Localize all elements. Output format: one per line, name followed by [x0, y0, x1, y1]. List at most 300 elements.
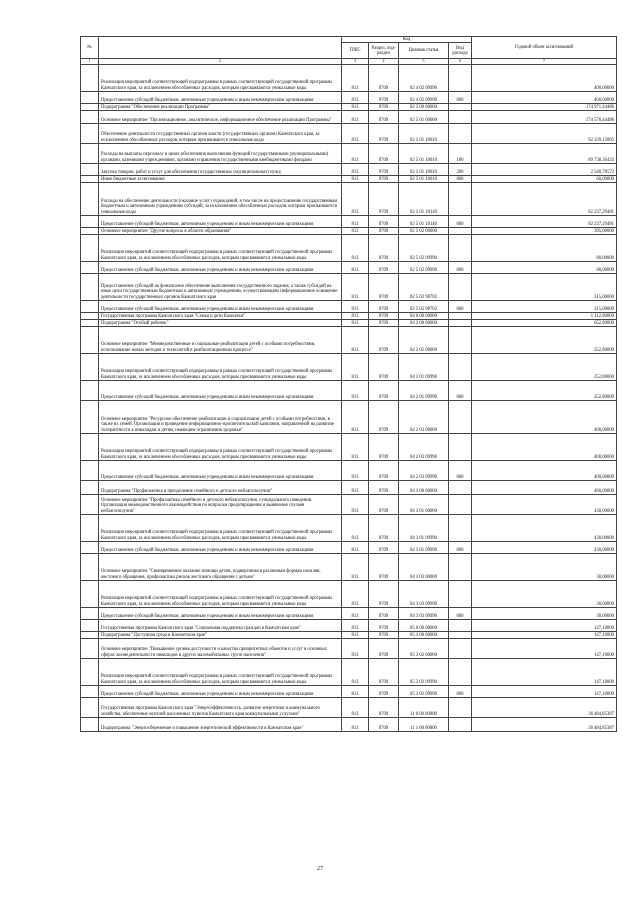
- expense-type-cell: 600: [449, 686, 472, 698]
- amount-cell: 30,00000: [472, 608, 617, 620]
- row-number-cell: [81, 718, 99, 732]
- table-row: [81, 632, 617, 639]
- table-row: [81, 235, 617, 262]
- row-number-cell: [81, 104, 99, 111]
- expense-type-cell: [449, 620, 472, 632]
- grbs-cell: 813: [342, 301, 369, 313]
- column-index: 3: [342, 59, 369, 65]
- razdel-cell: 0709: [369, 554, 399, 581]
- table-row: [81, 183, 617, 216]
- item-name-cell: Реализация мероприятий соответствующей подпрограммы в рамках соответствующей государственной программы Камчатского края, за исключением обособленных расходов, которым присваиваются уникальные коды: [99, 581, 342, 608]
- amount-cell: 400,00000: [472, 434, 617, 461]
- amount-cell: 80,00000: [472, 235, 617, 262]
- razdel-cell: 0709: [369, 183, 399, 216]
- target-article-cell: 04 3 03 00000: [399, 554, 449, 581]
- target-article-cell: 02 5 01 00000: [399, 111, 449, 124]
- grbs-cell: 813: [342, 104, 369, 111]
- target-article-cell: 05 3 00 00000: [399, 632, 449, 639]
- amount-cell: 30,00000: [472, 581, 617, 608]
- expense-type-cell: [449, 632, 472, 639]
- grbs-cell: 813: [342, 515, 369, 542]
- amount-cell: 252,80000: [472, 354, 617, 381]
- expense-type-cell: [449, 495, 472, 515]
- amount-cell: 430,00000: [472, 542, 617, 554]
- item-name-cell: Подпрограмма "Обеспечение реализации Программы": [99, 104, 342, 111]
- amount-cell: 400,00000: [472, 401, 617, 434]
- table-row: [81, 718, 617, 732]
- amount-cell: 147,10000: [472, 686, 617, 698]
- razdel-cell: 0709: [369, 461, 399, 481]
- amount-cell: 252,80000: [472, 327, 617, 354]
- expense-type-cell: 800: [449, 176, 472, 183]
- column-index: 2: [99, 59, 342, 65]
- table-row: [81, 164, 617, 176]
- table-row: [81, 313, 617, 320]
- target-article-cell: 05 0 00 00000: [399, 620, 449, 632]
- grbs-cell: 813: [342, 434, 369, 461]
- grbs-cell: 813: [342, 124, 369, 144]
- razdel-cell: 0709: [369, 228, 399, 235]
- table-row: [81, 124, 617, 144]
- razdel-cell: 0709: [369, 124, 399, 144]
- amount-cell: 147,10000: [472, 632, 617, 639]
- row-number-cell: [81, 354, 99, 381]
- row-number-cell: [81, 461, 99, 481]
- razdel-cell: 0709: [369, 274, 399, 301]
- amount-cell: 60,00000: [472, 176, 617, 183]
- item-name-cell: Предоставление субсидий бюджетным, автономным учреждениям и иным некоммерческим организациям: [99, 92, 342, 104]
- grbs-cell: 813: [342, 313, 369, 320]
- target-article-cell: 04 3 01 00000: [399, 495, 449, 515]
- row-number-cell: [81, 381, 99, 401]
- item-name-cell: Реализация мероприятий соответствующей подпрограммы в рамках соответствующей государственной программы Камчатского края, за исключением обособленных расходов, которым присваиваются уникальные коды: [99, 434, 342, 461]
- header-codes: Код: [342, 37, 472, 43]
- target-article-cell: 04 2 00 00000: [399, 320, 449, 327]
- row-number-cell: [81, 320, 99, 327]
- table-row: [81, 581, 617, 608]
- expense-type-cell: [449, 65, 472, 92]
- expense-type-cell: [449, 659, 472, 686]
- row-number-cell: [81, 65, 99, 92]
- grbs-cell: 813: [342, 111, 369, 124]
- item-name-cell: Предоставление субсидий бюджетным, автономным учреждениям и иным некоммерческим организациям: [99, 381, 342, 401]
- expense-type-cell: [449, 274, 472, 301]
- target-article-cell: 02 5 01 10010: [399, 164, 449, 176]
- row-number-cell: [81, 554, 99, 581]
- table-row: [81, 176, 617, 183]
- expense-type-cell: [449, 354, 472, 381]
- target-article-cell: 05 3 02 00000: [399, 639, 449, 659]
- amount-cell: 252,80000: [472, 381, 617, 401]
- table-row: [81, 515, 617, 542]
- razdel-cell: 0709: [369, 262, 399, 274]
- grbs-cell: 813: [342, 620, 369, 632]
- item-name-cell: Расходы на выплаты персоналу в целях обеспечения выполнения функций государственными (муниципальными) органами, казенными учреждениями, органами управления государственными внебюджетными фондами: [99, 144, 342, 164]
- column-index: 7: [472, 59, 617, 65]
- target-article-cell: 04 3 00 00000: [399, 481, 449, 495]
- table-row: [81, 274, 617, 301]
- table-row: [81, 144, 617, 164]
- expense-type-cell: [449, 515, 472, 542]
- expense-type-cell: [449, 698, 472, 718]
- item-name-cell: Основное мероприятие "Профилактика семейного и детского неблагополучия, суицидального поведения. Организация межведомственного взаимодействия по вопросам предотвращения и выявления случаев неблагополучия": [99, 495, 342, 515]
- target-article-cell: 05 3 02 09990: [399, 686, 449, 698]
- grbs-cell: 813: [342, 495, 369, 515]
- expense-type-cell: 600: [449, 92, 472, 104]
- row-number-cell: [81, 659, 99, 686]
- row-number-cell: [81, 632, 99, 639]
- column-index: 1: [81, 59, 99, 65]
- budget-sheet: [80, 36, 616, 732]
- razdel-cell: 0709: [369, 608, 399, 620]
- razdel-cell: 0709: [369, 354, 399, 381]
- row-number-cell: [81, 495, 99, 515]
- amount-cell: 89 738,36433: [472, 144, 617, 164]
- item-name-cell: Реализация мероприятий соответствующей подпрограммы в рамках соответствующей государственной программы Камчатского края, за исключением обособленных расходов, которым присваиваются уникальные коды: [99, 235, 342, 262]
- razdel-cell: 0709: [369, 176, 399, 183]
- razdel-cell: 0709: [369, 401, 399, 434]
- razdel-cell: 0709: [369, 581, 399, 608]
- table-row: [81, 495, 617, 515]
- expense-type-cell: [449, 718, 472, 732]
- item-name-cell: Основное мероприятие "Своевременное оказание помощи детям, подвергшимся различным формам насилия, жестокого обращения, профилактика рисков жестокого обращения с детьми": [99, 554, 342, 581]
- grbs-cell: 813: [342, 327, 369, 354]
- target-article-cell: 11 0 00 00000: [399, 698, 449, 718]
- expense-type-cell: [449, 320, 472, 327]
- expense-type-cell: [449, 434, 472, 461]
- table-body: [81, 65, 617, 732]
- razdel-cell: 0709: [369, 320, 399, 327]
- item-name-cell: Государственная программа Камчатского края "Семья и дети Камчатки": [99, 313, 342, 320]
- row-number-cell: [81, 542, 99, 554]
- row-number-cell: [81, 176, 99, 183]
- expense-type-cell: [449, 639, 472, 659]
- expense-type-cell: 100: [449, 144, 472, 164]
- expense-type-cell: [449, 104, 472, 111]
- razdel-cell: 0709: [369, 381, 399, 401]
- item-name-cell: Подпрограмма "Профилактика и преодоление семейного и детского неблагополучия": [99, 481, 342, 495]
- item-name-cell: Основное мероприятие "Другие вопросы в области образования": [99, 228, 342, 235]
- item-name-cell: Основное мероприятие "Ресурсное обеспечение реабилитации и социализации детей с особыми потребностями, в также их семей. Организация и проведение информационно-просветительской кампании, направленной на развитие толерантности к инвалидам и детям, имеющим ограничения здоровья": [99, 401, 342, 434]
- row-number-cell: [81, 235, 99, 262]
- razdel-cell: 0709: [369, 434, 399, 461]
- amount-cell: 30,00000: [472, 554, 617, 581]
- row-number-cell: [81, 228, 99, 235]
- table-row: [81, 461, 617, 481]
- header-name-blank: [99, 37, 342, 59]
- item-name-cell: Реализация мероприятий соответствующей подпрограммы в рамках соответствующей государственной программы Камчатского края, за исключением обособленных расходов, которым присваиваются уникальные коды: [99, 354, 342, 381]
- razdel-cell: 0709: [369, 481, 399, 495]
- header-target-article: Целевая статья: [399, 43, 449, 59]
- header-razdel: Раздел, под-раздел: [369, 43, 399, 59]
- expense-type-cell: [449, 313, 472, 320]
- item-name-cell: Закупка товаров, работ и услуг для обеспечения государственных (муниципальных) нужд: [99, 164, 342, 176]
- target-article-cell: 04 2 01 00000: [399, 327, 449, 354]
- target-article-cell: 02 5 01 10140: [399, 216, 449, 228]
- razdel-cell: 0709: [369, 104, 399, 111]
- grbs-cell: 813: [342, 235, 369, 262]
- table-row: [81, 381, 617, 401]
- grbs-cell: 813: [342, 401, 369, 434]
- target-article-cell: 04 3 01 09990: [399, 515, 449, 542]
- table-row: [81, 92, 617, 104]
- amount-cell: 82 237,29481: [472, 216, 617, 228]
- amount-cell: 430,00000: [472, 515, 617, 542]
- amount-cell: 82 237,29481: [472, 183, 617, 216]
- table-row: [81, 434, 617, 461]
- item-name-cell: Государственная программа Камчатского края "Социальная поддержка граждан в Камчатском крае": [99, 620, 342, 632]
- amount-cell: 174 576,44486: [472, 111, 617, 124]
- razdel-cell: 0709: [369, 216, 399, 228]
- row-number-cell: [81, 608, 99, 620]
- grbs-cell: 813: [342, 228, 369, 235]
- row-number-cell: [81, 262, 99, 274]
- table-row: [81, 639, 617, 659]
- razdel-cell: 0709: [369, 620, 399, 632]
- grbs-cell: 813: [342, 632, 369, 639]
- razdel-cell: 0709: [369, 686, 399, 698]
- razdel-cell: 0709: [369, 92, 399, 104]
- target-article-cell: 04 2 03 09990: [399, 461, 449, 481]
- item-name-cell: Государственная программа Камчатского края "Энергоэффективность, развитие энергетики и коммунального хозяйства, обеспечение жителей населенных пунктов Камчатского края коммунальными услугами": [99, 698, 342, 718]
- table-row: [81, 554, 617, 581]
- table-row: [81, 216, 617, 228]
- target-article-cell: 02 5 00 00000: [399, 104, 449, 111]
- row-number-cell: [81, 481, 99, 495]
- header-grbs: ГРБС: [342, 43, 369, 59]
- grbs-cell: 813: [342, 354, 369, 381]
- item-name-cell: Реализация мероприятий соответствующей подпрограммы в рамках соответствующей государственной программы Камчатского края, за исключением обособленных расходов, которым присваиваются уникальные коды: [99, 659, 342, 686]
- razdel-cell: 0709: [369, 164, 399, 176]
- table-row: [81, 320, 617, 327]
- grbs-cell: 813: [342, 183, 369, 216]
- target-article-cell: 04 0 00 00000: [399, 313, 449, 320]
- table-row: [81, 401, 617, 434]
- grbs-cell: 813: [342, 65, 369, 92]
- grbs-cell: 813: [342, 381, 369, 401]
- row-number-cell: [81, 515, 99, 542]
- amount-cell: 460,00000: [472, 481, 617, 495]
- expense-type-cell: 200: [449, 164, 472, 176]
- row-number-cell: [81, 183, 99, 216]
- table-row: [81, 301, 617, 313]
- expense-type-cell: [449, 581, 472, 608]
- grbs-cell: 813: [342, 698, 369, 718]
- amount-cell: 400,00000: [472, 461, 617, 481]
- table-row: [81, 608, 617, 620]
- target-article-cell: 04 3 01 09990: [399, 542, 449, 554]
- target-article-cell: 04 2 01 09990: [399, 381, 449, 401]
- razdel-cell: 0709: [369, 65, 399, 92]
- target-article-cell: 04 2 03 00000: [399, 401, 449, 434]
- grbs-cell: 813: [342, 659, 369, 686]
- target-article-cell: 04 2 03 09990: [399, 434, 449, 461]
- item-name-cell: Предоставление субсидий бюджетным, автономным учреждениям и иным некоммерческим организациям: [99, 301, 342, 313]
- header-expense-type: Вид расхода: [449, 43, 472, 59]
- amount-cell: 174 971,44486: [472, 104, 617, 111]
- column-index: 5: [399, 59, 449, 65]
- table-row: [81, 104, 617, 111]
- expense-type-cell: [449, 554, 472, 581]
- razdel-cell: 0709: [369, 515, 399, 542]
- target-article-cell: 02 5 02 09990: [399, 235, 449, 262]
- page-number: 27: [317, 866, 323, 872]
- row-number-cell: [81, 620, 99, 632]
- amount-cell: 1 112,80000: [472, 313, 617, 320]
- grbs-cell: 813: [342, 144, 369, 164]
- amount-cell: 395,00000: [472, 228, 617, 235]
- grbs-cell: 813: [342, 164, 369, 176]
- item-name-cell: Предоставление субсидий бюджетным, автономным учреждениям и иным некоммерческим организациям: [99, 216, 342, 228]
- table-row: [81, 659, 617, 686]
- item-name-cell: Расходы на обеспечение деятельности (оказание услуг) учреждений, в том числе на предоставление государственным бюджетным и автономным учреждениям субсидий, за исключением обособленных расходов, которым присваиваются уникальные коды: [99, 183, 342, 216]
- grbs-cell: 813: [342, 581, 369, 608]
- grbs-cell: 813: [342, 639, 369, 659]
- amount-cell: 315,00000: [472, 301, 617, 313]
- grbs-cell: 813: [342, 262, 369, 274]
- amount-cell: 2 540,78572: [472, 164, 617, 176]
- budget-table: [80, 36, 617, 732]
- item-name-cell: Предоставление субсидий бюджетным, автономным учреждениям и иным некоммерческим организациям: [99, 542, 342, 554]
- target-article-cell: 04 3 03 09990: [399, 608, 449, 620]
- target-article-cell: 02 5 01 10010: [399, 124, 449, 144]
- target-article-cell: 02 5 01 10010: [399, 144, 449, 164]
- amount-cell: 315,00000: [472, 274, 617, 301]
- grbs-cell: 813: [342, 718, 369, 732]
- razdel-cell: 0709: [369, 235, 399, 262]
- row-number-cell: [81, 401, 99, 434]
- expense-type-cell: 600: [449, 381, 472, 401]
- target-article-cell: 02 5 01 10140: [399, 183, 449, 216]
- item-name-cell: Подпрограмма "Особый ребенок": [99, 320, 342, 327]
- razdel-cell: 0709: [369, 144, 399, 164]
- header-annual-sum: Годовой объем ассигнований: [472, 37, 617, 59]
- target-article-cell: 02 4 02 09990: [399, 65, 449, 92]
- item-name-cell: Предоставление субсидий бюджетным, автономным учреждениям и иным некоммерческим организациям: [99, 461, 342, 481]
- row-number-cell: [81, 164, 99, 176]
- grbs-cell: 813: [342, 542, 369, 554]
- target-article-cell: 11 1 00 00000: [399, 718, 449, 732]
- expense-type-cell: 600: [449, 216, 472, 228]
- target-article-cell: 05 3 02 09990: [399, 659, 449, 686]
- item-name-cell: Основное мероприятие "Организационное, аналитическое, информационное обеспечение реализации Программы": [99, 111, 342, 124]
- target-article-cell: 02 5 02 98702: [399, 274, 449, 301]
- grbs-cell: 813: [342, 481, 369, 495]
- item-name-cell: Иные бюджетные ассигнования: [99, 176, 342, 183]
- row-number-cell: [81, 92, 99, 104]
- table-row: [81, 542, 617, 554]
- item-name-cell: Предоставление субсидий бюджетным, автономным учреждениям и иным некоммерческим организациям: [99, 608, 342, 620]
- target-article-cell: 02 5 02 09990: [399, 262, 449, 274]
- amount-cell: 400,00000: [472, 65, 617, 92]
- item-name-cell: Подпрограмма "Доступная среда в Камчатском крае": [99, 632, 342, 639]
- row-number-cell: [81, 313, 99, 320]
- expense-type-cell: 600: [449, 461, 472, 481]
- item-name-cell: Реализация мероприятий соответствующей подпрограммы в рамках соответствующей государственной программы Камчатского края, за исключением обособленных расходов, которым присваиваются уникальные коды: [99, 515, 342, 542]
- expense-type-cell: [449, 327, 472, 354]
- amount-cell: 147,10000: [472, 659, 617, 686]
- item-name-cell: Предоставление субсидий на финансовое обеспечение выполнения государственного задания, а также субсидий на иные цели государственным бюджетным и автономным учреждениям, осуществляющим информационное освещение деятельности государственных органов Камчатского края: [99, 274, 342, 301]
- target-article-cell: 02 5 02 00000: [399, 228, 449, 235]
- amount-cell: 430,00000: [472, 495, 617, 515]
- razdel-cell: 0709: [369, 301, 399, 313]
- row-number-cell: [81, 698, 99, 718]
- target-article-cell: 02 5 02 98702: [399, 301, 449, 313]
- expense-type-cell: [449, 111, 472, 124]
- razdel-cell: 0709: [369, 111, 399, 124]
- table-row: [81, 228, 617, 235]
- target-article-cell: 02 4 02 09990: [399, 92, 449, 104]
- table-row: [81, 620, 617, 632]
- expense-type-cell: [449, 481, 472, 495]
- expense-type-cell: 600: [449, 608, 472, 620]
- razdel-cell: 0709: [369, 542, 399, 554]
- amount-cell: 652,80000: [472, 320, 617, 327]
- row-number-cell: [81, 216, 99, 228]
- expense-type-cell: [449, 124, 472, 144]
- expense-type-cell: 600: [449, 262, 472, 274]
- table-row: [81, 354, 617, 381]
- target-article-cell: 04 3 03 09990: [399, 581, 449, 608]
- grbs-cell: 813: [342, 554, 369, 581]
- amount-cell: 36 484,85387: [472, 698, 617, 718]
- razdel-cell: 0709: [369, 313, 399, 320]
- expense-type-cell: [449, 401, 472, 434]
- item-name-cell: Основное мероприятие "Повышение уровня доступности и качества приоритетных объектов и услуг в основных сферах жизнедеятельности инвалидов и других маломобильных групп населения": [99, 639, 342, 659]
- expense-type-cell: [449, 235, 472, 262]
- column-index: 4: [369, 59, 399, 65]
- razdel-cell: 0709: [369, 495, 399, 515]
- grbs-cell: 813: [342, 274, 369, 301]
- table-row: [81, 262, 617, 274]
- grbs-cell: 813: [342, 92, 369, 104]
- column-index: 6: [449, 59, 472, 65]
- expense-type-cell: 600: [449, 301, 472, 313]
- amount-cell: 147,10000: [472, 639, 617, 659]
- grbs-cell: 813: [342, 461, 369, 481]
- grbs-cell: 813: [342, 686, 369, 698]
- row-number-cell: [81, 434, 99, 461]
- expense-type-cell: [449, 228, 472, 235]
- expense-type-cell: 600: [449, 542, 472, 554]
- expense-type-cell: [449, 183, 472, 216]
- amount-cell: 80,00000: [472, 262, 617, 274]
- table-row: [81, 327, 617, 354]
- item-name-cell: Реализация мероприятий соответствующей подпрограммы в рамках соответствующей государственной программы Камчатского края, за исключением обособленных расходов, которым присваиваются уникальные коды: [99, 65, 342, 92]
- amount-cell: 36 484,85387: [472, 718, 617, 732]
- table-row: [81, 698, 617, 718]
- row-number-cell: [81, 124, 99, 144]
- item-name-cell: Обеспечение деятельности государственных органов власти (государственных органов) Камчатского края, за исключением обособленных расходов, которым присваиваются уникальные коды: [99, 124, 342, 144]
- row-number-cell: [81, 111, 99, 124]
- razdel-cell: 0709: [369, 718, 399, 732]
- row-number-cell: [81, 686, 99, 698]
- target-article-cell: 04 2 01 09990: [399, 354, 449, 381]
- row-number-cell: [81, 144, 99, 164]
- amount-cell: 92 339,15005: [472, 124, 617, 144]
- row-number-cell: [81, 301, 99, 313]
- table-row: [81, 111, 617, 124]
- amount-cell: 400,00000: [472, 92, 617, 104]
- row-number-cell: [81, 581, 99, 608]
- row-number-cell: [81, 274, 99, 301]
- row-number-cell: [81, 327, 99, 354]
- table-row: [81, 481, 617, 495]
- grbs-cell: 813: [342, 608, 369, 620]
- table-row: [81, 65, 617, 92]
- razdel-cell: 0709: [369, 327, 399, 354]
- grbs-cell: 813: [342, 320, 369, 327]
